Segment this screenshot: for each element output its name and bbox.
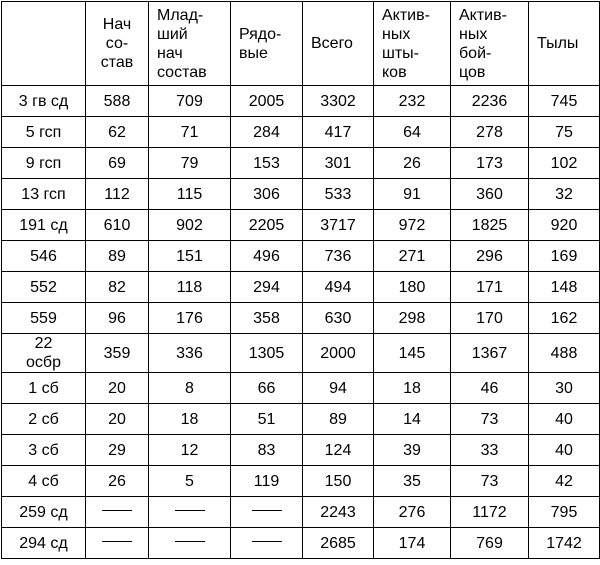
cell-total: 3717 bbox=[303, 210, 374, 241]
cell-active-fighters: 171 bbox=[451, 272, 529, 303]
cell-total: 630 bbox=[303, 303, 374, 334]
cell-unit: 2 сб bbox=[2, 404, 86, 435]
cell-junior-officers: 18 bbox=[149, 404, 231, 435]
cell-officers: 359 bbox=[86, 334, 149, 373]
cell-junior-officers: 71 bbox=[149, 117, 231, 148]
cell-unit: 259 сд bbox=[2, 497, 86, 528]
cell-privates: 496 bbox=[231, 241, 303, 272]
empty-dash bbox=[252, 541, 282, 542]
cell-unit: 546 bbox=[2, 241, 86, 272]
cell-junior-officers: 115 bbox=[149, 179, 231, 210]
table-row bbox=[2, 179, 600, 210]
header-cell-privates: Рядо- вые bbox=[231, 2, 303, 86]
cell-active-fighters: 73 bbox=[451, 404, 529, 435]
cell-active-bayonets: 298 bbox=[374, 303, 451, 334]
cell-total: 494 bbox=[303, 272, 374, 303]
cell-active-fighters: 170 bbox=[451, 303, 529, 334]
cell-active-fighters: 1825 bbox=[451, 210, 529, 241]
cell-total: 736 bbox=[303, 241, 374, 272]
header-cell-total: Всего bbox=[303, 2, 374, 86]
cell-privates: 306 bbox=[231, 179, 303, 210]
cell-active-bayonets: 271 bbox=[374, 241, 451, 272]
cell-officers: 29 bbox=[86, 435, 149, 466]
cell-rear: 32 bbox=[529, 179, 600, 210]
cell-junior-officers bbox=[149, 497, 231, 528]
cell-rear: 102 bbox=[529, 148, 600, 179]
cell-active-bayonets: 39 bbox=[374, 435, 451, 466]
cell-active-fighters: 1367 bbox=[451, 334, 529, 373]
empty-dash bbox=[175, 510, 205, 511]
cell-privates: 284 bbox=[231, 117, 303, 148]
cell-active-bayonets: 35 bbox=[374, 466, 451, 497]
cell-junior-officers: 5 bbox=[149, 466, 231, 497]
cell-officers: 96 bbox=[86, 303, 149, 334]
cell-total: 417 bbox=[303, 117, 374, 148]
cell-privates: 2005 bbox=[231, 86, 303, 117]
table-row bbox=[2, 117, 600, 148]
table-row bbox=[2, 210, 600, 241]
cell-officers: 610 bbox=[86, 210, 149, 241]
cell-unit: 22 осбр bbox=[2, 334, 86, 373]
header-cell-junior-officers: Млад- ший нач состав bbox=[149, 2, 231, 86]
cell-junior-officers: 118 bbox=[149, 272, 231, 303]
cell-active-bayonets: 232 bbox=[374, 86, 451, 117]
cell-unit: 13 гсп bbox=[2, 179, 86, 210]
cell-rear: 30 bbox=[529, 373, 600, 404]
header-cell-rear: Тылы bbox=[529, 2, 600, 86]
cell-active-bayonets: 18 bbox=[374, 373, 451, 404]
cell-active-bayonets: 26 bbox=[374, 148, 451, 179]
cell-total: 2000 bbox=[303, 334, 374, 373]
cell-active-fighters: 33 bbox=[451, 435, 529, 466]
cell-total: 150 bbox=[303, 466, 374, 497]
cell-junior-officers: 12 bbox=[149, 435, 231, 466]
cell-active-fighters: 173 bbox=[451, 148, 529, 179]
cell-junior-officers: 151 bbox=[149, 241, 231, 272]
cell-active-fighters: 360 bbox=[451, 179, 529, 210]
cell-total: 94 bbox=[303, 373, 374, 404]
cell-unit: 294 сд bbox=[2, 528, 86, 559]
table-row bbox=[2, 528, 600, 559]
cell-privates: 66 bbox=[231, 373, 303, 404]
table-row bbox=[2, 86, 600, 117]
cell-officers: 588 bbox=[86, 86, 149, 117]
cell-active-fighters: 296 bbox=[451, 241, 529, 272]
cell-privates: 1305 bbox=[231, 334, 303, 373]
cell-unit: 191 сд bbox=[2, 210, 86, 241]
header-cell-unit bbox=[2, 2, 86, 86]
cell-unit: 5 гсп bbox=[2, 117, 86, 148]
cell-rear: 1742 bbox=[529, 528, 600, 559]
header-cell-officers: Нач со- став bbox=[86, 2, 149, 86]
table-body bbox=[2, 86, 600, 559]
cell-active-bayonets: 14 bbox=[374, 404, 451, 435]
table-row bbox=[2, 303, 600, 334]
cell-total: 2685 bbox=[303, 528, 374, 559]
cell-rear: 75 bbox=[529, 117, 600, 148]
cell-total: 124 bbox=[303, 435, 374, 466]
cell-officers: 89 bbox=[86, 241, 149, 272]
cell-unit: 3 сб bbox=[2, 435, 86, 466]
header-cell-active-fighters: Актив- ных бой- цов bbox=[451, 2, 529, 86]
cell-unit: 1 сб bbox=[2, 373, 86, 404]
cell-officers: 69 bbox=[86, 148, 149, 179]
cell-active-fighters: 1172 bbox=[451, 497, 529, 528]
cell-rear: 920 bbox=[529, 210, 600, 241]
cell-officers: 112 bbox=[86, 179, 149, 210]
cell-privates: 153 bbox=[231, 148, 303, 179]
table-row bbox=[2, 466, 600, 497]
cell-rear: 40 bbox=[529, 435, 600, 466]
cell-active-bayonets: 145 bbox=[374, 334, 451, 373]
cell-total: 89 bbox=[303, 404, 374, 435]
cell-rear: 162 bbox=[529, 303, 600, 334]
cell-unit: 552 bbox=[2, 272, 86, 303]
header-row bbox=[2, 2, 600, 86]
table-row bbox=[2, 373, 600, 404]
strength-table bbox=[1, 1, 600, 559]
cell-officers: 20 bbox=[86, 404, 149, 435]
cell-active-bayonets: 174 bbox=[374, 528, 451, 559]
cell-active-bayonets: 276 bbox=[374, 497, 451, 528]
cell-junior-officers: 176 bbox=[149, 303, 231, 334]
cell-active-fighters: 769 bbox=[451, 528, 529, 559]
cell-active-fighters: 73 bbox=[451, 466, 529, 497]
cell-rear: 40 bbox=[529, 404, 600, 435]
table-row bbox=[2, 241, 600, 272]
empty-dash bbox=[252, 510, 282, 511]
cell-rear: 745 bbox=[529, 86, 600, 117]
cell-active-fighters: 278 bbox=[451, 117, 529, 148]
cell-privates: 294 bbox=[231, 272, 303, 303]
table-row bbox=[2, 435, 600, 466]
cell-active-fighters: 2236 bbox=[451, 86, 529, 117]
table-row bbox=[2, 148, 600, 179]
cell-privates: 51 bbox=[231, 404, 303, 435]
cell-junior-officers: 336 bbox=[149, 334, 231, 373]
cell-total: 3302 bbox=[303, 86, 374, 117]
cell-junior-officers: 8 bbox=[149, 373, 231, 404]
cell-officers bbox=[86, 528, 149, 559]
cell-officers bbox=[86, 497, 149, 528]
cell-officers: 62 bbox=[86, 117, 149, 148]
cell-active-bayonets: 972 bbox=[374, 210, 451, 241]
cell-total: 301 bbox=[303, 148, 374, 179]
cell-rear: 148 bbox=[529, 272, 600, 303]
cell-active-bayonets: 91 bbox=[374, 179, 451, 210]
cell-active-fighters: 46 bbox=[451, 373, 529, 404]
cell-unit: 559 bbox=[2, 303, 86, 334]
cell-total: 533 bbox=[303, 179, 374, 210]
cell-privates: 119 bbox=[231, 466, 303, 497]
cell-junior-officers: 79 bbox=[149, 148, 231, 179]
table-row bbox=[2, 404, 600, 435]
table-row bbox=[2, 497, 600, 528]
cell-active-bayonets: 180 bbox=[374, 272, 451, 303]
cell-junior-officers: 902 bbox=[149, 210, 231, 241]
table-row bbox=[2, 334, 600, 373]
cell-privates: 2205 bbox=[231, 210, 303, 241]
cell-active-bayonets: 64 bbox=[374, 117, 451, 148]
cell-rear: 488 bbox=[529, 334, 600, 373]
cell-officers: 20 bbox=[86, 373, 149, 404]
cell-officers: 82 bbox=[86, 272, 149, 303]
cell-unit: 4 сб bbox=[2, 466, 86, 497]
empty-dash bbox=[175, 541, 205, 542]
cell-rear: 42 bbox=[529, 466, 600, 497]
cell-rear: 795 bbox=[529, 497, 600, 528]
cell-unit: 9 гсп bbox=[2, 148, 86, 179]
cell-total: 2243 bbox=[303, 497, 374, 528]
empty-dash bbox=[102, 541, 132, 542]
empty-dash bbox=[102, 510, 132, 511]
cell-privates bbox=[231, 528, 303, 559]
header-cell-active-bayonets: Актив- ных шты- ков bbox=[374, 2, 451, 86]
cell-junior-officers bbox=[149, 528, 231, 559]
cell-unit: 3 гв сд bbox=[2, 86, 86, 117]
table-row bbox=[2, 272, 600, 303]
cell-rear: 169 bbox=[529, 241, 600, 272]
cell-privates bbox=[231, 497, 303, 528]
cell-officers: 26 bbox=[86, 466, 149, 497]
cell-junior-officers: 709 bbox=[149, 86, 231, 117]
cell-privates: 83 bbox=[231, 435, 303, 466]
cell-privates: 358 bbox=[231, 303, 303, 334]
